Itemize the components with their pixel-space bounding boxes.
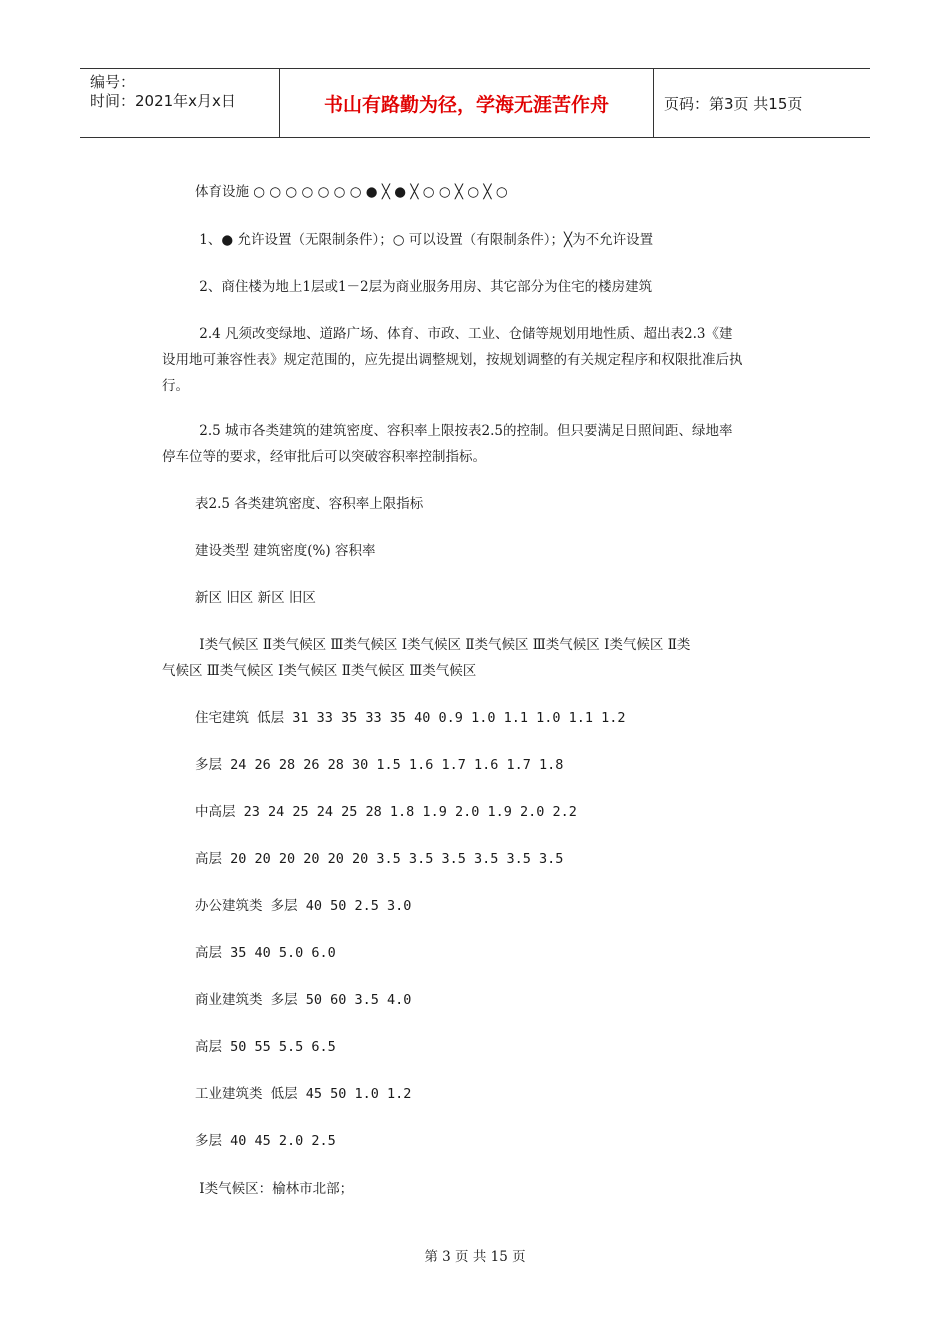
paragraph-2-4-line1: 2.4 凡须改变绿地、道路广场、体育、市政、工业、仓储等规划用地性质、超出表2.3《建	[195, 326, 733, 342]
table-row: 高层 35 40 5.0 6.0	[195, 945, 336, 961]
table-row: 高层 20 20 20 20 20 20 3.5 3.5 3.5 3.5 3.5 3.5	[195, 851, 564, 867]
header-meta	[80, 69, 280, 137]
paragraph-2-4-line3: 行。	[162, 378, 189, 394]
header-motto: 书山有路勤为径，学海无涯苦作舟	[280, 69, 654, 137]
header-page-info: 页码：第3页 共15页	[664, 94, 803, 113]
table-row: 中高层 23 24 25 24 25 28 1.8 1.9 2.0 1.9 2.0 2.2	[195, 804, 577, 820]
table-title: 表2.5 各类建筑密度、容积率上限指标	[195, 496, 424, 512]
page-footer: 第 3 页 共 15 页	[424, 1249, 526, 1265]
page-header	[80, 68, 870, 138]
table-header-row-3-line1: Ⅰ类气候区 Ⅱ类气候区 Ⅲ类气候区 Ⅰ类气候区 Ⅱ类气候区 Ⅲ类气候区 Ⅰ类气候区 Ⅱ类	[195, 637, 691, 653]
table-row: 高层 50 55 5.5 6.5	[195, 1039, 336, 1055]
document-number: 编号：	[90, 73, 136, 91]
paragraph-2-5-line1: 2.5 城市各类建筑的建筑密度、容积率上限按表2.5的控制。但只要满足日照间距、绿地率	[195, 423, 733, 439]
table-header-row-1: 建设类型 建筑密度(%) 容积率	[195, 543, 376, 559]
table-header-row-3-line2: 气候区 Ⅲ类气候区 Ⅰ类气候区 Ⅱ类气候区 Ⅲ类气候区	[162, 663, 477, 679]
paragraph-2-4-line2: 设用地可兼容性表》规定范围的，应先提出调整规划，按规划调整的有关规定程序和权限批准后执	[162, 352, 743, 368]
table-row: 住宅建筑 低层 31 33 35 33 35 40 0.9 1.0 1.1 1.0 1.1 1.2	[195, 710, 626, 726]
document-time: 时间：2021年x月x日	[90, 92, 236, 110]
table-row: 多层 40 45 2.0 2.5	[195, 1133, 336, 1149]
table-row: 商业建筑类 多层 50 60 3.5 4.0	[195, 992, 412, 1008]
sports-facilities-row: 体育设施 ○ ○ ○ ○ ○ ○ ○ ● ╳ ● ╳ ○ ○ ╳ ○ ╳ ○	[195, 184, 508, 200]
table-header-row-2: 新区 旧区 新区 旧区	[195, 590, 316, 606]
note-1: 1、● 允许设置（无限制条件）；○ 可以设置（有限制条件）；╳为不允许设置	[195, 232, 654, 248]
table-row: 多层 24 26 28 26 28 30 1.5 1.6 1.7 1.6 1.7 1.8	[195, 757, 564, 773]
table-row: 工业建筑类 低层 45 50 1.0 1.2	[195, 1086, 412, 1102]
paragraph-2-5-line2: 停车位等的要求，经审批后可以突破容积率控制指标。	[162, 449, 486, 465]
table-row: 办公建筑类 多层 40 50 2.5 3.0	[195, 898, 412, 914]
climate-zone-1: Ⅰ类气候区：榆林市北部；	[195, 1181, 354, 1197]
note-2: 2、商住楼为地上1层或1－2层为商业服务用房、其它部分为住宅的楼房建筑	[195, 279, 653, 295]
